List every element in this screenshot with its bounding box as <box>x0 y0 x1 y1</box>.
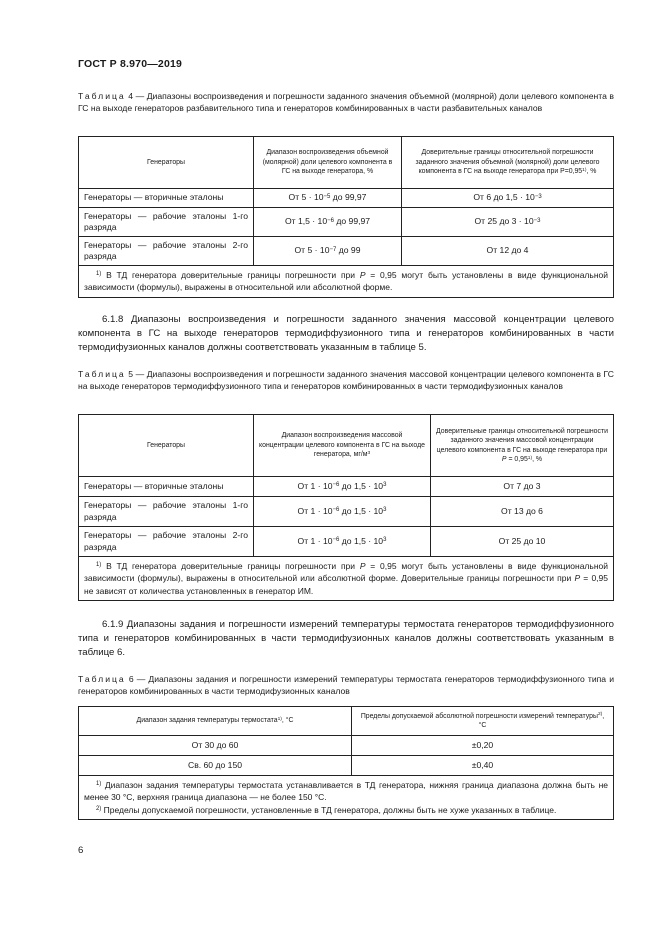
table-row <box>79 756 614 776</box>
table5-caption-word: Таблица <box>78 369 126 379</box>
paragraph-6-1-9: 6.1.9 Диапазоны задания и погрешности измерений температуры термостата генераторов термодиффузионного типа и генераторов комбинированных в части термодифузионных каналов должны соответствовать указанным в таблице 6. <box>78 619 614 659</box>
table4-caption-word: Таблица <box>78 91 126 101</box>
table-row <box>79 527 614 557</box>
table6-footnote-row <box>79 776 614 820</box>
table4-caption <box>78 90 614 114</box>
table4-row1-generator: Генераторы — вторичные эталоны <box>79 189 254 208</box>
table5-row3-generator: Генераторы — рабочие эталоны 2-го разряда <box>79 527 254 557</box>
table6-caption-text: 6 — Диапазоны задания и погрешности измерений температуры термостата генераторов термодиффузионного типа и генераторов комбинированных в части термодифузионных каналов <box>78 674 614 697</box>
table6-row1-range: От 30 до 60 <box>79 736 352 756</box>
table5-caption <box>78 368 614 392</box>
table-row <box>79 189 614 208</box>
table5-caption-text: 5 — Диапазоны воспроизведения и погрешности заданного значения массовой концентрации целевого компонента в ГС на выходе генераторов термодиффузионного типа и генераторов комбинированных в части термодифузионных каналов <box>78 369 614 392</box>
table5-row3-error: От 25 до 10 <box>431 527 614 557</box>
table-row <box>79 237 614 266</box>
table5 <box>78 414 614 601</box>
table-row <box>79 497 614 527</box>
table4-header-error: Доверительные границы относительной погрешности заданного значения объемной (молярной) доли целевого компонента в ГС на выходе генератора при $Р=0,95^{1)}$, % <box>402 137 614 189</box>
table6-footnote-2: $^{2)}$ Пределы допускаемой погрешности, установленные в ТД генератора, должны быть не хуже указанных в таблице. <box>96 804 557 815</box>
table5-header-range: Диапазон воспроизведения массовой концентрации целевого компонента в ГС на выходе генератора, $мг/м^3$ <box>254 415 431 477</box>
table6-caption-word: Таблица <box>78 674 126 684</box>
table6-caption <box>78 673 614 697</box>
table5-row3-range: От $1 \cdot 10^{-6}$ до $1,5 \cdot 10^3$ <box>254 527 431 557</box>
paragraph-6-1-8: 6.1.8 Диапазоны воспроизведения и погрешности заданного значения массовой концентрации целевого компонента в ГС на выходе генераторов термодиффузионного типа и генераторов комбинированных в части термодифузионных каналов должны соответствовать указанным в таблице 5. <box>78 314 614 354</box>
table4 <box>78 136 614 298</box>
table5-footnote-row <box>79 557 614 601</box>
table4-row1-error: От 6 до $1,5 \cdot 10^{-3}$ <box>402 189 614 208</box>
table5-row1-generator: Генераторы — вторичные эталоны <box>79 477 254 497</box>
table6-row1-error: ±0,20 <box>352 736 614 756</box>
table6-header-range: Диапазон задания температуры термостата$^{1)}$, °С <box>79 707 352 736</box>
table4-row2-range: От $1,5 \cdot 10^{-6}$ до 99,97 <box>254 208 402 237</box>
document-header: ГОСТ Р 8.970—2019 <box>78 58 183 70</box>
table5-header-generators: Генераторы <box>79 415 254 477</box>
table5-footnote: $^{1)}$ В ТД генератора доверительные границы погрешности при Р = 0,95 могут быть установлены в виде функциональной зависимости (формулы), выражены в относительной или абсолютной форме. Доверительные границы погрешности при Р = 0,95 не зависят от количества установленных в генератор ИМ. <box>79 557 614 601</box>
table5-row2-error: От 13 до 6 <box>431 497 614 527</box>
table5-row1-range: От $1 \cdot 10^{-6}$ до $1,5 \cdot 10^3$ <box>254 477 431 497</box>
table5-row1-error: От 7 до 3 <box>431 477 614 497</box>
table4-header-generators: Генераторы <box>79 137 254 189</box>
table6-header-error: Пределы допускаемой абсолютной погрешности измерений температуры$^{2)}$, °С <box>352 707 614 736</box>
table4-row2-generator: Генераторы — рабочие эталоны 1-го разряда <box>79 208 254 237</box>
table4-header-range: Диапазон воспроизведения объемной (молярной) доли целевого компонента в ГС на выходе генератора, % <box>254 137 402 189</box>
table6-footnotes <box>79 776 614 820</box>
table4-row3-generator: Генераторы — рабочие эталоны 2-го разряда <box>79 237 254 266</box>
table6-row2-range: Св. 60 до 150 <box>79 756 352 776</box>
table4-row3-range: От $5 \cdot 10^{-7}$ до 99 <box>254 237 402 266</box>
table4-row2-error: От 25 до $3 \cdot 10^{-3}$ <box>402 208 614 237</box>
table6 <box>78 706 614 820</box>
table-row <box>79 477 614 497</box>
table5-row2-range: От $1 \cdot 10^{-6}$ до $1,5 \cdot 10^3$ <box>254 497 431 527</box>
page-number: 6 <box>78 845 84 856</box>
table-row <box>79 208 614 237</box>
table4-row3-error: От 12 до 4 <box>402 237 614 266</box>
table4-caption-text: 4 — Диапазоны воспроизведения и погрешности заданного значения объемной (молярной) доли целевого компонента в ГС на выходе генераторов разбавительного типа и генераторов комбинированных в части разбавительных каналов <box>78 91 615 114</box>
table5-row2-generator: Генераторы — рабочие эталоны 1-го разряда <box>79 497 254 527</box>
table5-header-error: Доверительные границы относительной погрешности заданного значения массовой концентрации целевого компонента в ГС на выходе генератора при $Р = 0,95^{1)}$, % <box>431 415 614 477</box>
table-row <box>79 736 614 756</box>
table4-row1-range: От $5 \cdot 10^{-5}$ до 99,97 <box>254 189 402 208</box>
table4-footnote-row <box>79 266 614 298</box>
table6-footnote-1: $^{1)}$ Диапазон задания температуры термостата устанавливается в ТД генератора, нижняя граница диапазона должна быть не менее 30 °С, верхняя граница диапазона — не более 150 °С. <box>84 780 608 803</box>
table4-footnote: $^{1)}$ В ТД генератора доверительные границы погрешности при Р = 0,95 могут быть установлены в виде функциональной зависимости (формулы), выражены в относительной или абсолютной форме. <box>79 266 614 298</box>
table6-row2-error: ±0,40 <box>352 756 614 776</box>
